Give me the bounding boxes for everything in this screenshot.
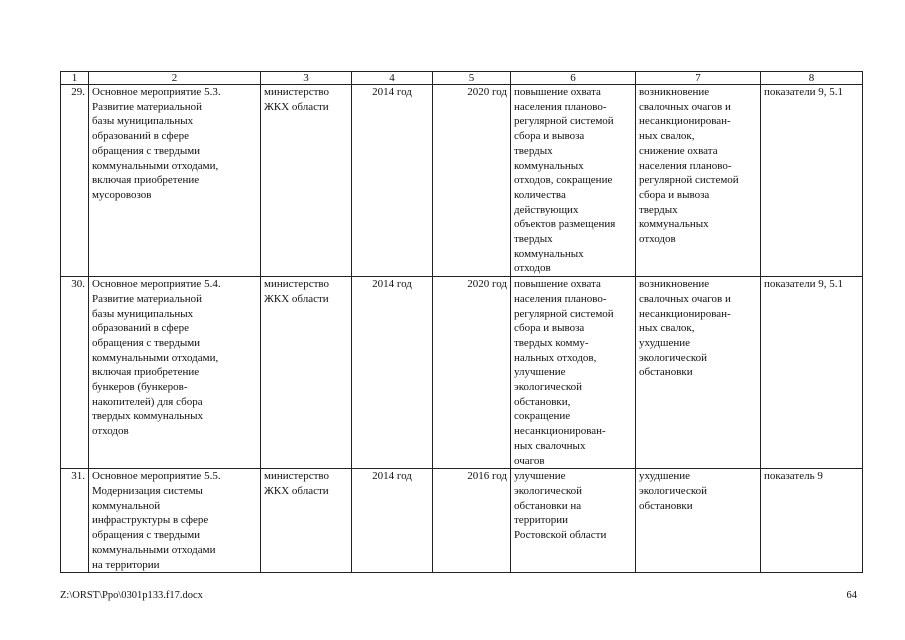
executor-cell: министерство ЖКХ области	[261, 85, 352, 277]
row-number: 29.	[61, 85, 89, 277]
column-number-7: 7	[636, 72, 761, 85]
consequences-cell: возникновение свалочных очагов и несанкционирован- ных свалок, снижение охвата населения планово- регулярной системой сбора и вывоза твердых коммунальных отходов	[636, 85, 761, 277]
column-number-3: 3	[261, 72, 352, 85]
start-year-cell: 2014 год	[352, 469, 433, 573]
row-number: 30.	[61, 277, 89, 469]
column-number-1: 1	[61, 72, 89, 85]
table-row	[61, 85, 863, 277]
activity-cell: Основное мероприятие 5.4. Развитие материальной базы муниципальных образований в сфере обращения с твердыми коммунальными отходами, включая приобретение бункеров (бункеров- накопителей) для сбора твердых коммунальных отходов	[89, 277, 261, 469]
row-number: 31.	[61, 469, 89, 573]
column-number-6: 6	[511, 72, 636, 85]
end-year-cell: 2020 год	[433, 85, 511, 277]
page-number: 64	[846, 590, 857, 601]
activity-cell: Основное мероприятие 5.5. Модернизация системы коммунальной инфраструктуры в сфере обращения с твердыми коммунальными отходами на территории	[89, 469, 261, 573]
column-number-4: 4	[352, 72, 433, 85]
column-number-2: 2	[89, 72, 261, 85]
column-number-5: 5	[433, 72, 511, 85]
indicators-cell: показатели 9, 5.1	[761, 85, 863, 277]
end-year-cell: 2020 год	[433, 277, 511, 469]
end-year-cell: 2016 год	[433, 469, 511, 573]
table-row	[61, 469, 863, 573]
indicators-cell: показатель 9	[761, 469, 863, 573]
consequences-cell: возникновение свалочных очагов и несанкционирован- ных свалок, ухудшение экологической обстановки	[636, 277, 761, 469]
activity-cell: Основное мероприятие 5.3. Развитие материальной базы муниципальных образований в сфере обращения с твердыми коммунальными отходами, включая приобретение мусоровозов	[89, 85, 261, 277]
executor-cell: министерство ЖКХ области	[261, 277, 352, 469]
expected-result-cell: повышение охвата населения планово- регулярной системой сбора и вывоза твердых коммунальных отходов, сокращение количества действующих объектов размещения твердых коммунальных отходов	[511, 85, 636, 277]
table-row	[61, 277, 863, 469]
start-year-cell: 2014 год	[352, 277, 433, 469]
expected-result-cell: улучшение экологической обстановки на территории Ростовской области	[511, 469, 636, 573]
program-activities-table	[60, 71, 863, 573]
expected-result-cell: повышение охвата населения планово- регулярной системой сбора и вывоза твердых комму- нальных отходов, улучшение экологической обстановки, сокращение несанкционирован- ных свалочных очагов	[511, 277, 636, 469]
start-year-cell: 2014 год	[352, 85, 433, 277]
consequences-cell: ухудшение экологической обстановки	[636, 469, 761, 573]
executor-cell: министерство ЖКХ области	[261, 469, 352, 573]
table-header-row	[61, 72, 863, 85]
indicators-cell: показатели 9, 5.1	[761, 277, 863, 469]
footer-file-path: Z:\ORST\Ppo\0301p133.f17.docx	[60, 590, 203, 601]
column-number-8: 8	[761, 72, 863, 85]
